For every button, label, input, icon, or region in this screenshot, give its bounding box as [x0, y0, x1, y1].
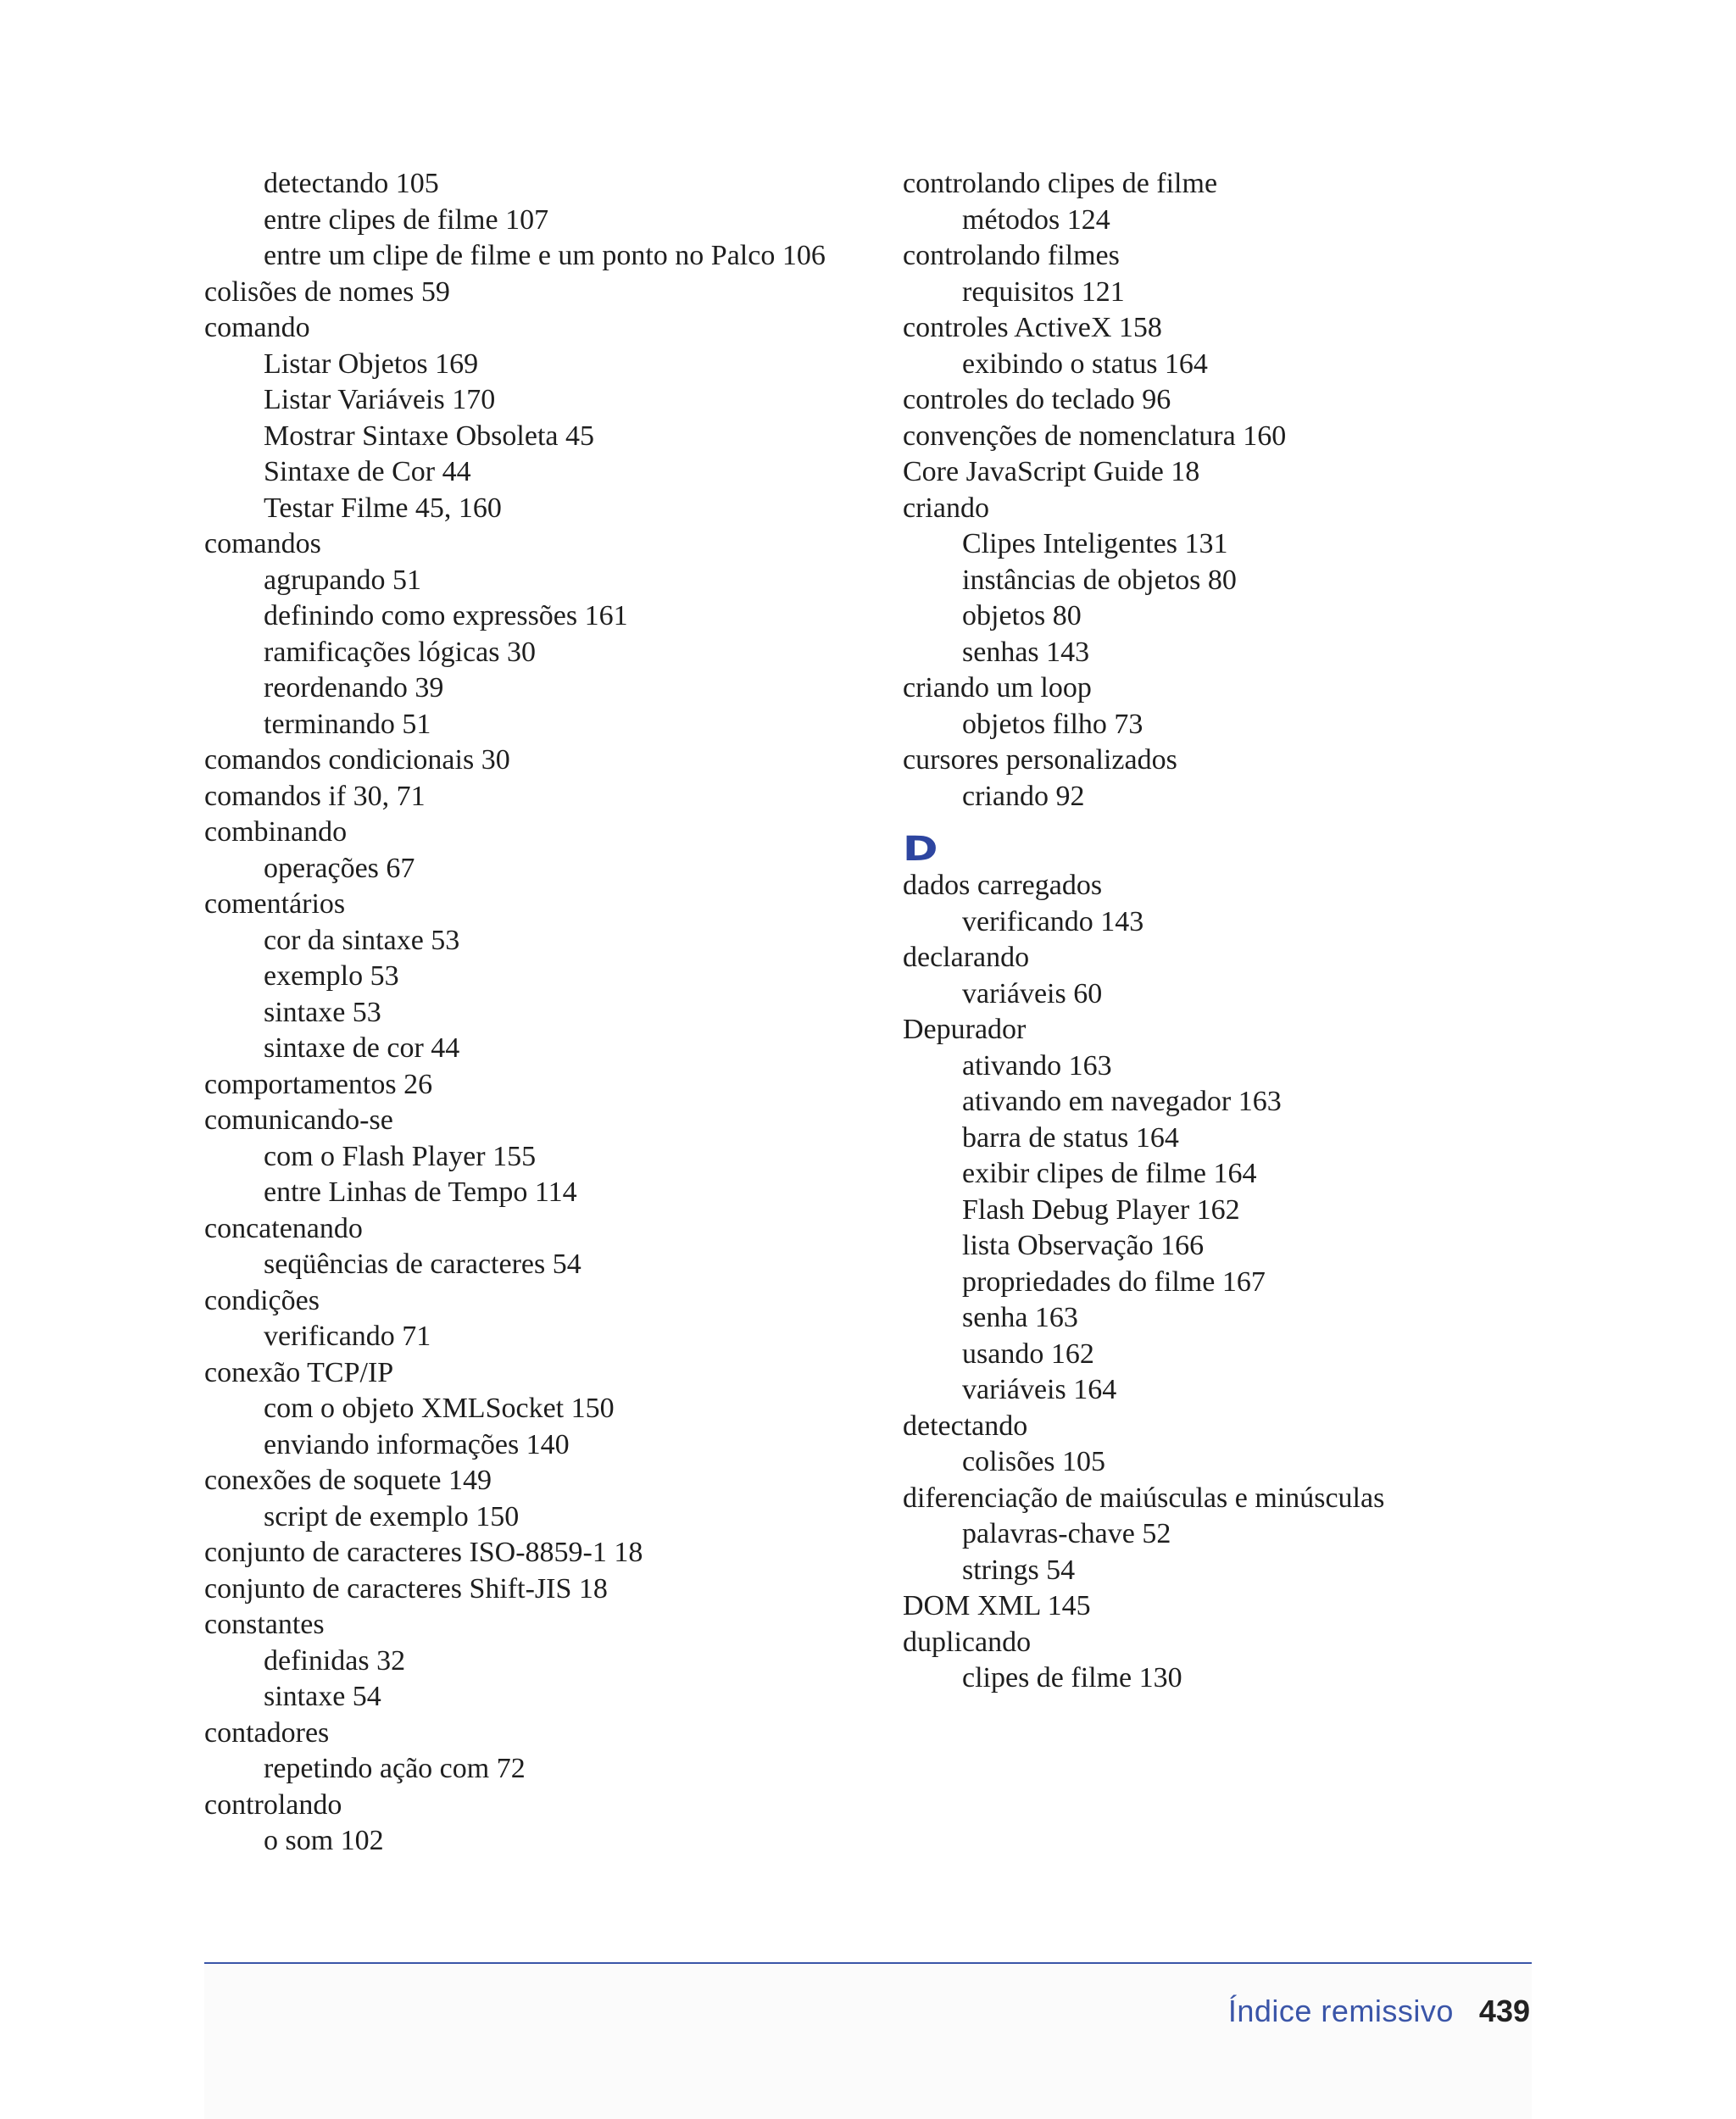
index-entry: combinando	[204, 816, 348, 848]
index-subentry: enviando informações 140	[264, 1428, 570, 1460]
index-subentry: sintaxe 54	[264, 1681, 381, 1712]
index-subentry: barra de status 164	[962, 1121, 1179, 1154]
index-subentry: palavras-chave 52	[962, 1518, 1171, 1549]
index-entry: convenções de nomenclatura 160	[903, 420, 1287, 452]
index-entry: concatenando	[204, 1212, 363, 1244]
index-subentry: Listar Variáveis 170	[264, 384, 496, 415]
index-column-left	[204, 166, 882, 1860]
index-subentry: script de exemplo 150	[264, 1500, 520, 1532]
index-entry: comunicando-se	[204, 1104, 393, 1136]
index-entry: criando	[903, 492, 989, 524]
index-entry: controles do teclado 96	[903, 384, 1171, 415]
index-subentry: exibindo o status 164	[962, 348, 1208, 380]
index-subentry: clipes de filme 130	[962, 1662, 1182, 1694]
index-subentry: definidas 32	[264, 1644, 406, 1677]
index-entry: conjunto de caracteres ISO-8859-1 18	[204, 1537, 643, 1568]
index-subentry: Flash Debug Player 162	[962, 1193, 1240, 1226]
index-subentry: repetindo ação com 72	[264, 1753, 526, 1784]
index-entry: Depurador	[903, 1014, 1027, 1045]
index-entry: comentários	[204, 888, 346, 920]
index-subentry: Listar Objetos 169	[264, 348, 479, 380]
index-entry: conexão TCP/IP	[204, 1356, 394, 1388]
index-entry: condições	[204, 1284, 320, 1316]
index-entry: comportamentos 26	[204, 1068, 433, 1100]
index-entry: Core JavaScript Guide 18	[903, 456, 1200, 487]
index-group-d	[903, 868, 1547, 1697]
index-subentry: entre Linhas de Tempo 114	[264, 1176, 577, 1208]
index-subentry: Testar Filme 45, 160	[264, 492, 502, 524]
index-subentry: operações 67	[264, 852, 415, 884]
index-subentry: variáveis 164	[962, 1374, 1117, 1405]
footer-section-title: Índice remissivo	[1227, 1994, 1454, 2028]
index-subentry: ativando em navegador 163	[962, 1086, 1282, 1117]
index-entry: controlando filmes	[903, 240, 1120, 271]
index-subentry: com o Flash Player 155	[264, 1140, 537, 1172]
index-entry: controlando	[204, 1788, 342, 1821]
index-subentry: entre um clipe de filme e um ponto no Palco 106	[264, 240, 826, 271]
index-subentry: sintaxe de cor 44	[264, 1032, 460, 1064]
index-subentry: senhas 143	[962, 636, 1090, 668]
index-subentry: métodos 124	[962, 203, 1110, 236]
index-column-right	[903, 166, 1547, 1697]
page-number: 439	[1478, 1994, 1530, 2028]
index-subentry: Mostrar Sintaxe Obsoleta 45	[264, 420, 594, 452]
index-subentry: Sintaxe de Cor 44	[264, 456, 471, 487]
index-entry: controles ActiveX 158	[903, 312, 1162, 343]
index-subentry: colisões 105	[962, 1446, 1106, 1477]
index-subentry: propriedades do filme 167	[962, 1265, 1266, 1298]
index-entry: declarando	[903, 942, 1030, 973]
index-entry: constantes	[204, 1609, 325, 1640]
index-subentry: entre clipes de filme 107	[264, 203, 549, 236]
index-entry: dados carregados	[903, 870, 1103, 901]
page-footer	[1228, 1991, 1530, 2032]
index-entry: comandos condicionais 30	[204, 744, 510, 776]
index-entry: criando um loop	[903, 672, 1092, 704]
index-entry: DOM XML 145	[903, 1590, 1091, 1621]
index-subentry: seqüências de caracteres 54	[264, 1249, 581, 1280]
index-subentry: criando 92	[962, 780, 1085, 812]
index-subentry: com o objeto XMLSocket 150	[264, 1393, 615, 1424]
index-subentry: reordenando 39	[264, 672, 444, 704]
index-subentry: ramificações lógicas 30	[264, 636, 536, 668]
index-entry: cursores personalizados	[903, 744, 1177, 776]
index-entry: detectando	[903, 1410, 1028, 1442]
index-subentry: strings 54	[962, 1554, 1076, 1586]
section-letter-heading: D	[903, 830, 938, 869]
footer-divider	[204, 1962, 1532, 1964]
index-subentry: sintaxe 53	[264, 996, 381, 1028]
index-subentry: ativando 163	[962, 1049, 1112, 1082]
index-subentry: verificando 143	[962, 905, 1144, 937]
index-entry: conjunto de caracteres Shift-JIS 18	[204, 1572, 608, 1605]
index-entry: duplicando	[903, 1626, 1032, 1658]
index-subentry: cor da sintaxe 53	[264, 924, 460, 956]
index-entry: contadores	[204, 1716, 330, 1749]
index-subentry: definindo como expressões 161	[264, 600, 628, 631]
index-subentry: usando 162	[962, 1338, 1094, 1370]
index-entry: comando	[204, 312, 310, 343]
index-subentry: exibir clipes de filme 164	[962, 1158, 1257, 1189]
index-subentry: terminando 51	[264, 708, 431, 740]
index-group-c-continued	[903, 166, 1547, 815]
index-entry: diferenciação de maiúsculas e minúsculas	[903, 1482, 1385, 1514]
index-subentry: objetos 80	[962, 600, 1082, 631]
index-subentry: exemplo 53	[264, 960, 399, 992]
index-subentry: instâncias de objetos 80	[962, 564, 1237, 596]
index-subentry: senha 163	[962, 1302, 1078, 1333]
index-entry: colisões de nomes 59	[204, 275, 450, 308]
index-subentry: requisitos 121	[962, 275, 1125, 308]
index-entry: controlando clipes de filme	[903, 168, 1218, 199]
index-subentry: verificando 71	[264, 1321, 431, 1352]
index-entry: conexões de soquete 149	[204, 1465, 492, 1496]
index-entry: comandos	[204, 528, 321, 559]
index-entry: comandos if 30, 71	[204, 780, 426, 812]
index-subentry: o som 102	[264, 1825, 384, 1856]
index-subentry: agrupando 51	[264, 564, 422, 596]
index-subentry: lista Observação 166	[962, 1230, 1205, 1261]
index-subentry: variáveis 60	[962, 977, 1103, 1009]
footer-background	[204, 1964, 1532, 2119]
index-subentry: objetos filho 73	[962, 708, 1143, 740]
index-subentry: detectando 105	[264, 168, 439, 199]
index-subentry: Clipes Inteligentes 131	[962, 528, 1228, 559]
